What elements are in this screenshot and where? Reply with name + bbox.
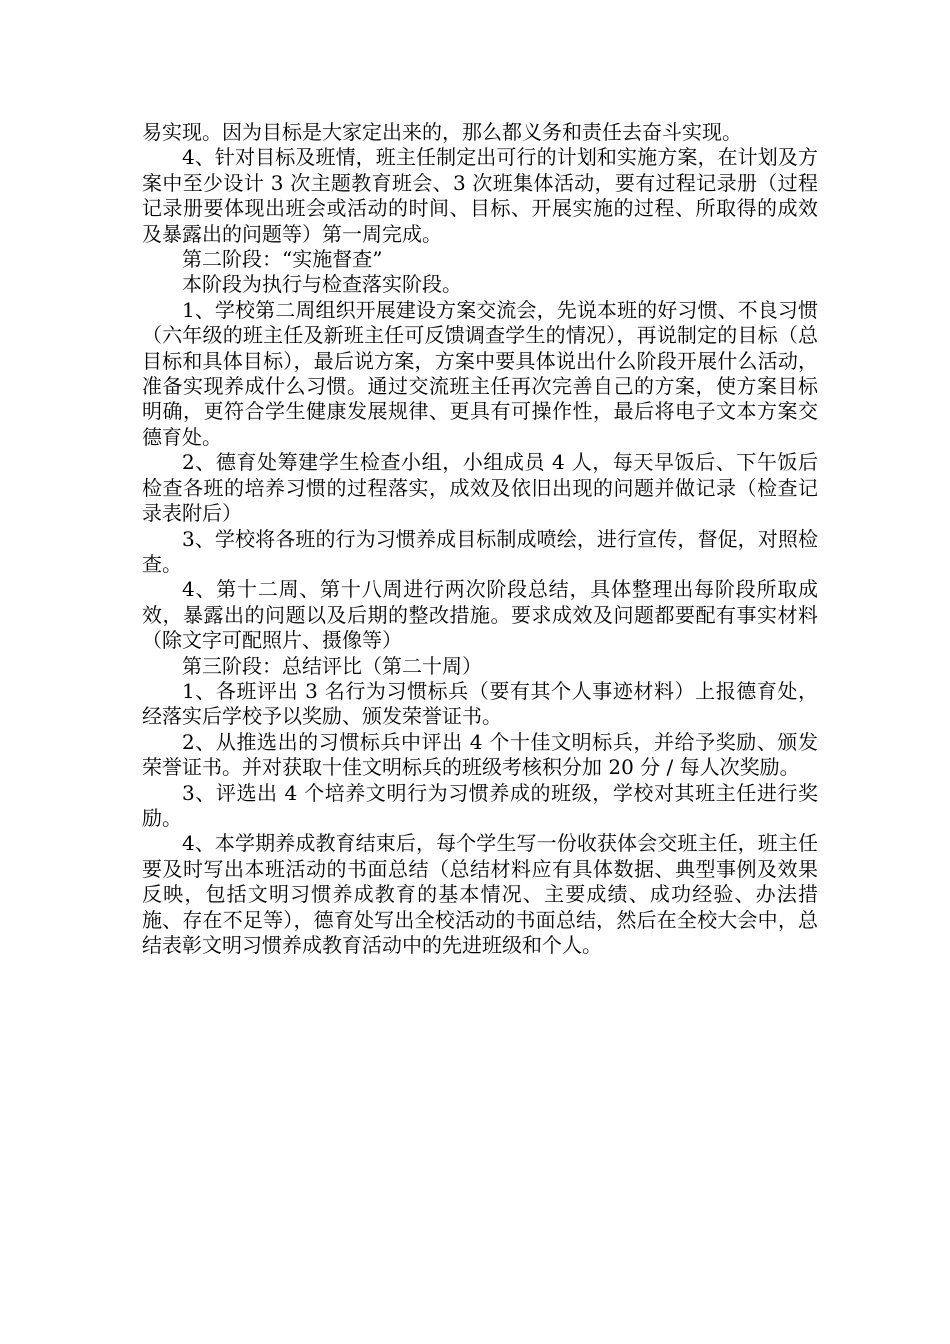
stage-two-heading: 第二阶段：“实施督查”: [182, 247, 383, 272]
stage-two-item-4: 4、第十二周、第十八周进行两次阶段总结，具体整理出每阶段所取成效，暴露出的问题以及后期的整改措施。要求成效及问题都要配有事实材料（除文字可配照片、摄像等）: [142, 577, 818, 653]
stage-two-item-2: 2、德育处筹建学生检查小组，小组成员 4 人，每天早饭后、下午饭后检查各班的培养习惯的过程落实，成效及依旧出现的问题并做记录（检查记录表附后）: [142, 450, 818, 526]
stage-three-heading: 第三阶段：总结评比（第二十周）: [182, 653, 482, 678]
document-body: [142, 120, 818, 958]
paragraph-plan-item-4: 4、针对目标及班情，班主任制定出可行的计划和实施方案，在计划及方案中至少设计 3 次主题教育班会、3 次班集体活动，要有过程记录册（过程记录册要体现出班会或活动的时间、目标、开展实施的过程、所取得的成效及暴露出的问题等）第一周完成。: [142, 145, 818, 246]
paragraph-continuation: 易实现。因为目标是大家定出来的，那么都义务和责任去奋斗实现。: [142, 120, 742, 144]
stage-three-item-3: 3、评选出 4 个培养文明行为习惯养成的班级，学校对其班主任进行奖励。: [142, 780, 818, 830]
stage-three-item-1: 1、各班评出 3 名行为习惯标兵（要有其个人事迹材料）上报德育处，经落实后学校予以奖励、颁发荣誉证书。: [142, 678, 818, 729]
stage-three-item-4: 4、本学期养成教育结束后，每个学生写一份收获体会交班主任，班主任要及时写出本班活动的书面总结（总结材料应有具体数据、典型事例及效果反映，包括文明习惯养成教育的基本情况、主要成绩、成功经验、办法措施、存在不足等），德育处写出全校活动的书面总结，然后在全校大会中，总结表彰文明习惯养成教育活动中的先进班级和个人。: [142, 831, 818, 957]
stage-three-item-2: 2、从推选出的习惯标兵中评出 4 个十佳文明标兵，并给予奖励、颁发荣誉证书。并对获取十佳文明标兵的班级考核积分加 20 分 / 每人次奖励。: [142, 729, 818, 780]
stage-two-item-1: 1、学校第二周组织开展建设方案交流会，先说本班的好习惯、不良习惯（六年级的班主任及新班主任可反馈调查学生的情况），再说制定的目标（总目标和具体目标），最后说方案，方案中要具体说出什么阶段开展什么活动，准备实现养成什么习惯。通过交流班主任再次完善自己的方案，使方案目标明确，更符合学生健康发展规律、更具有可操作性，最后将电子文本方案交德育处。: [142, 297, 818, 449]
stage-two-item-3: 3、学校将各班的行为习惯养成目标制成喷绘，进行宣传，督促，对照检查。: [142, 526, 818, 576]
stage-two-intro: 本阶段为执行与检查落实阶段。: [182, 272, 462, 297]
